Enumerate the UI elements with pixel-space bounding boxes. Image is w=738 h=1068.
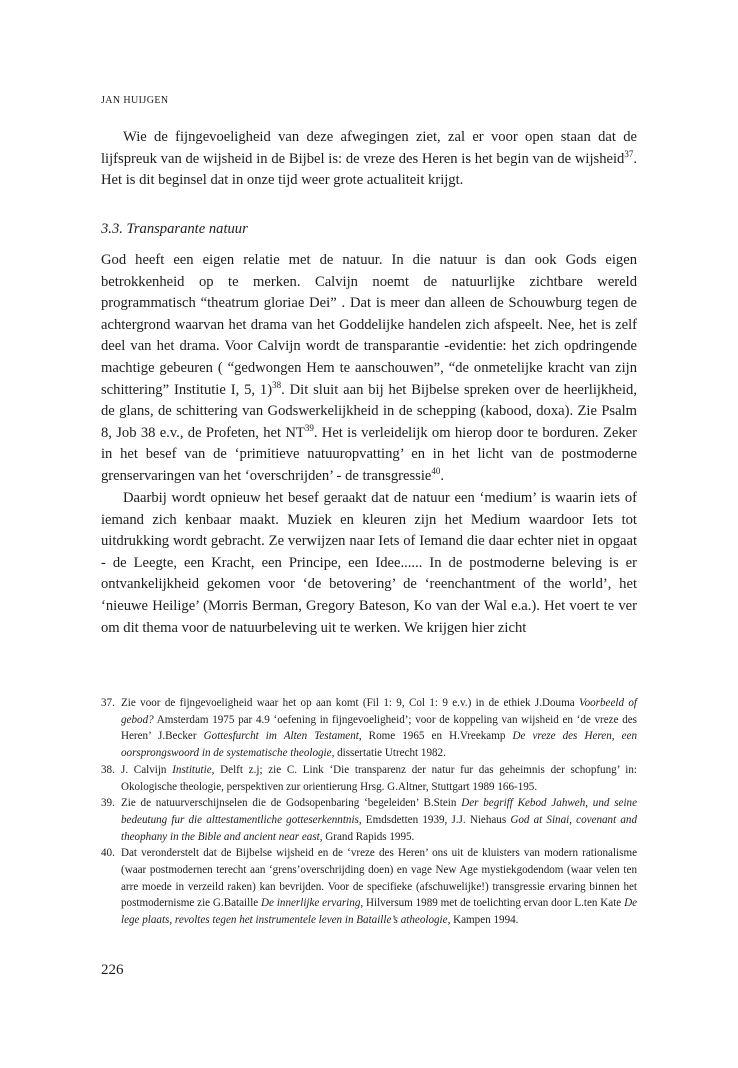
footnote-ref-38[interactable]: 38: [272, 379, 282, 390]
page-number: 226: [101, 962, 124, 978]
footnote-ref-39[interactable]: 39: [304, 422, 314, 433]
footnote-ref-37[interactable]: 37: [624, 148, 634, 159]
paragraph-1: God heeft een eigen relatie met de natuur. In die natuur is dan ook Gods eigen betrokkenheid op te merken. Calvijn noemt de natuurlijke zichtbare wereld programmatisch “theatrum gloriae Dei” . Dat is meer dan alleen de Schouwburg tegen de achtergrond waarvan het drama van het Goddelijke handelen zich afspeelt. Nee, het is zelf deel van het drama. Voor Calvijn wordt de transparantie -evidentie: het zich opdringende machtige gebeuren ( “gedwongen Hem te aanschouwen”, “de onmetelijke kracht van zijn schittering” Institutie I, 5, 1)$^{38}$. Dit sluit aan bij het Bijbelse spreken over de heerlijkheid, de glans, de schittering van Godswerkelijkheid in de schepping (kabood, doxa). Zie Psalm 8, Job 38 e.v., de Profeten, het NT$^{39}$. Het is verleidelijk om hierop door te borduren. Zeker in het besef van de ‘primitieve natuuropvatting’ en in het licht van de postmoderne grenservaringen van het ‘overschrijden’ - de transgressie$^{40}$.: [101, 252, 637, 484]
footnote-39: 39. Zie de natuurverschijnselen die de Godsopenbaring ‘begeleiden’ B.Stein Der begriff Kebod Jahweh, und seine bedeutung fur die alttestamentliche gotteserkenntnis, Emdsdetten 1939, J.J. Niehaus God at Sinai, covenant and theophany in the Bible and ancient near east, Grand Rapids 1995.: [101, 797, 637, 843]
footnotes: [101, 695, 637, 929]
footnote-number: 37.: [101, 697, 115, 709]
paragraph-2: Daarbij wordt opnieuw het besef geraakt dat de natuur een ‘medium’ is waarin iets of iemand zich kenbaar maakt. Muziek en kleuren zijn het Medium waardoor Iets tot uitdrukking wordt gebracht. Ze verwijzen naar Iets of Iemand die daar echter niet in opgaat - de Leegte, een Kracht, een Principe, een Idee...... In de postmoderne beleving is er ontvankelijkheid gekomen voor ‘de betovering’ de ‘reenchantment of the world’, het ‘nieuwe Heilige’ (Morris Berman, Gregory Bateson, Ko van der Wal e.a.). Het voert te ver om dit thema voor de natuurbeleving uit te werken. We krijgen hier zicht: [101, 490, 637, 636]
footnote-ref-40[interactable]: 40: [431, 465, 441, 476]
footnote-37: 37. Zie voor de fijngevoeligheid waar het op aan komt (Fil 1: 9, Col 1: 9 e.v.) in de ethiek J.Douma Voorbeeld of gebod? Amsterdam 1975 par 4.9 ‘oefening in fijngevoeligheid’; voor de koppeling van wijsheid en ‘de vreze des Heren’ J.Becker Gottesfurcht im Alten Testament, Rome 1965 en H.Vreekamp De vreze des Heren, een oorsprongswoord in de systematische theologie, dissertatie Utrecht 1982.: [101, 697, 638, 760]
footnote-40: 40. Dat veronderstelt dat de Bijbelse wijsheid en de ‘vreze des Heren’ ons uit de kluisters van modern rationalisme (waar postmodernen terecht aan ‘grens’overschrijding doen) en vage New Age mystiekgodendom (waar velen ten arre moede in verzeild raken) kan bevrijden. Voor de specifieke (afschuwelijke!) transgressie ervaring binnen het postmodernisme zie G.Bataille De innerlijke ervaring, Hilversum 1989 met de toelichting ervan door L.ten Kate De lege plaats, revoltes tegen het instrumentele leven in Bataille’s atheologie, Kampen 1994.: [101, 847, 637, 927]
footnote-number: 38.: [101, 763, 115, 776]
footnote-38: 38. J. Calvijn Institutie, Delft z.j; zie C. Link ‘Die transparenz der natur fur das geheimnis der schopfung’ in: Okologische theologie, perspektiven zur orientierung Hrsg. G.Altner, Stuttgart 1989 166-195.: [101, 763, 637, 793]
footnote-number: 40.: [101, 847, 115, 860]
intro-paragraph: Wie de fijngevoeligheid van deze afwegingen ziet, zal er voor open staan dat de lijfspreuk van de wijsheid in de Bijbel is: de vreze des Heren is het begin van de wijsheid$^{37}$. Het is dit beginsel dat in onze tijd weer grote actualiteit krijgt.: [101, 129, 637, 189]
footnote-number: 39.: [101, 797, 115, 810]
section-heading: 3.3. Transparante natuur: [101, 221, 248, 237]
running-head: JAN HUIJGEN: [101, 95, 169, 106]
